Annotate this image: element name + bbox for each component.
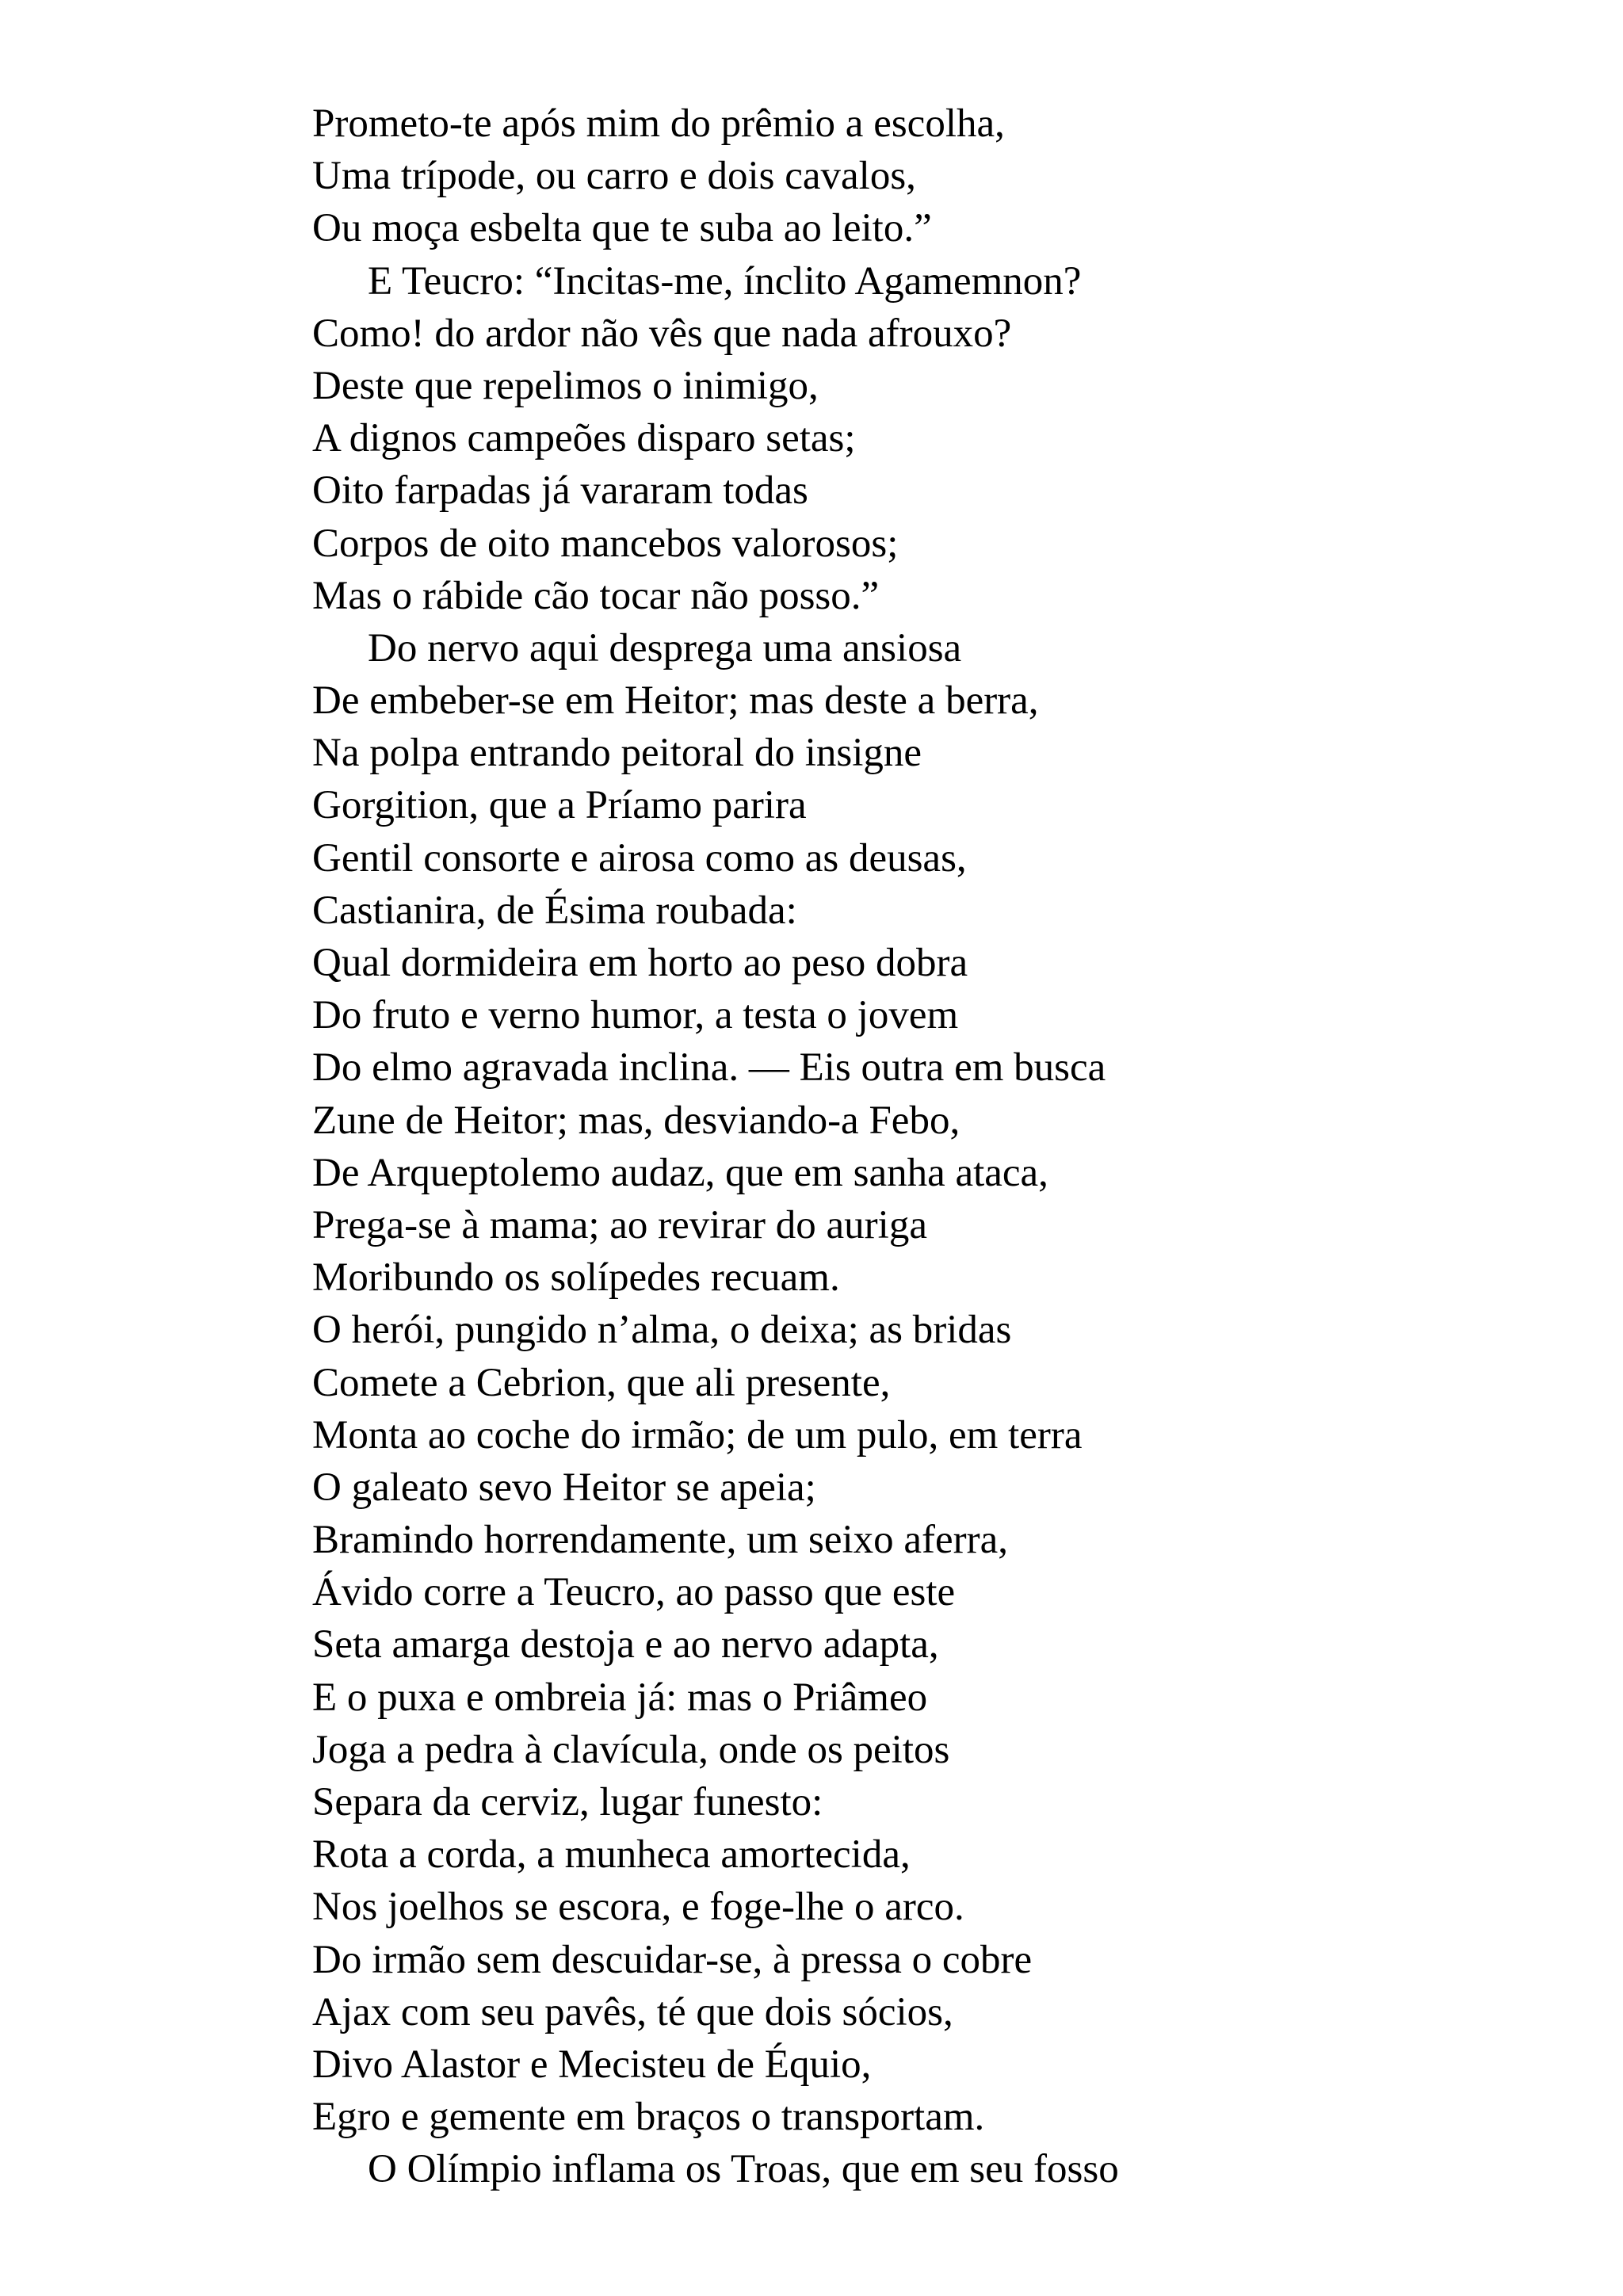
verse-line: Na polpa entrando peitoral do insigne [312, 731, 922, 776]
verse-line: A dignos campeões disparo setas; [312, 416, 856, 461]
poem-text-block [312, 97, 1549, 2196]
verse-line: Ávido corre a Teucro, ao passo que este [312, 1570, 956, 1615]
verse-line: Seta amarga destoja e ao nervo adapta, [312, 1622, 939, 1668]
verse-line: Egro e gemente em braços o transportam. [312, 2095, 985, 2140]
verse-line: Moribundo os solípedes recuam. [312, 1255, 840, 1301]
verse-line: Divo Alastor e Mecisteu de Équio, [312, 2042, 872, 2087]
verse-line: Castianira, de Ésima roubada: [312, 888, 797, 933]
verse-line: Bramindo horrendamente, um seixo aferra, [312, 1518, 1009, 1563]
verse-line: Ajax com seu pavês, té que dois sócios, [312, 1989, 953, 2034]
verse-line: E o puxa e ombreia já: mas o Priâmeo [312, 1675, 928, 1720]
verse-line: Do nervo aqui desprega uma ansiosa [368, 625, 962, 670]
verse-line: De embeber-se em Heitor; mas deste a berra, [312, 678, 1039, 724]
verse-line: Prometo-te após mim do prêmio a escolha, [312, 101, 1005, 146]
verse-line: Como! do ardor não vês que nada afrouxo? [312, 311, 1012, 356]
verse-line: Rota a corda, a munheca amortecida, [312, 1832, 911, 1878]
verse-line: Do fruto e verno humor, a testa o jovem [312, 993, 959, 1038]
verse-line: Mas o rábide cão tocar não posso.” [312, 573, 880, 618]
verse-line: Uma trípode, ou carro e dois cavalos, [312, 154, 916, 199]
verse-line: O Olímpio inflama os Troas, que em seu fosso [368, 2147, 1119, 2192]
verse-line: Monta ao coche do irmão; de um pulo, em terra [312, 1412, 1083, 1457]
verse-line: Gorgition, que a Príamo parira [312, 783, 807, 828]
verse-line: Corpos de oito mancebos valorosos; [312, 521, 899, 566]
verse-line: Separa da cerviz, lugar funesto: [312, 1780, 823, 1824]
verse-line: O herói, pungido n’alma, o deixa; as bridas [312, 1308, 1012, 1353]
verse-line: Nos joelhos se escora, e foge-lhe o arco. [312, 1885, 964, 1930]
verse-line: Joga a pedra à clavícula, onde os peitos [312, 1727, 950, 1772]
verse-line: Zune de Heitor; mas, desviando-a Febo, [312, 1098, 960, 1143]
verse-line: Prega-se à mama; ao revirar do auriga [312, 1202, 927, 1247]
verse-line: Do elmo agravada inclina. — Eis outra em busca [312, 1045, 1106, 1091]
verse-line: De Arqueptolemo audaz, que em sanha ataca, [312, 1150, 1048, 1195]
verse-line: Do irmão sem descuidar-se, à pressa o cobre [312, 1937, 1033, 1982]
verse-line: Gentil consorte e airosa como as deusas, [312, 835, 967, 881]
verse-line: Ou moça esbelta que te suba ao leito.” [312, 206, 932, 251]
verse-line: Deste que repelimos o inimigo, [312, 363, 819, 408]
verse-line: E Teucro: “Incitas-me, ínclito Agamemnon? [368, 258, 1082, 304]
verse-line: Qual dormideira em horto ao peso dobra [312, 941, 968, 985]
verse-line: Oito farpadas já vararam todas [312, 468, 808, 514]
verse-line: O galeato sevo Heitor se apeia; [312, 1465, 816, 1510]
verse-line: Comete a Cebrion, que ali presente, [312, 1360, 891, 1405]
